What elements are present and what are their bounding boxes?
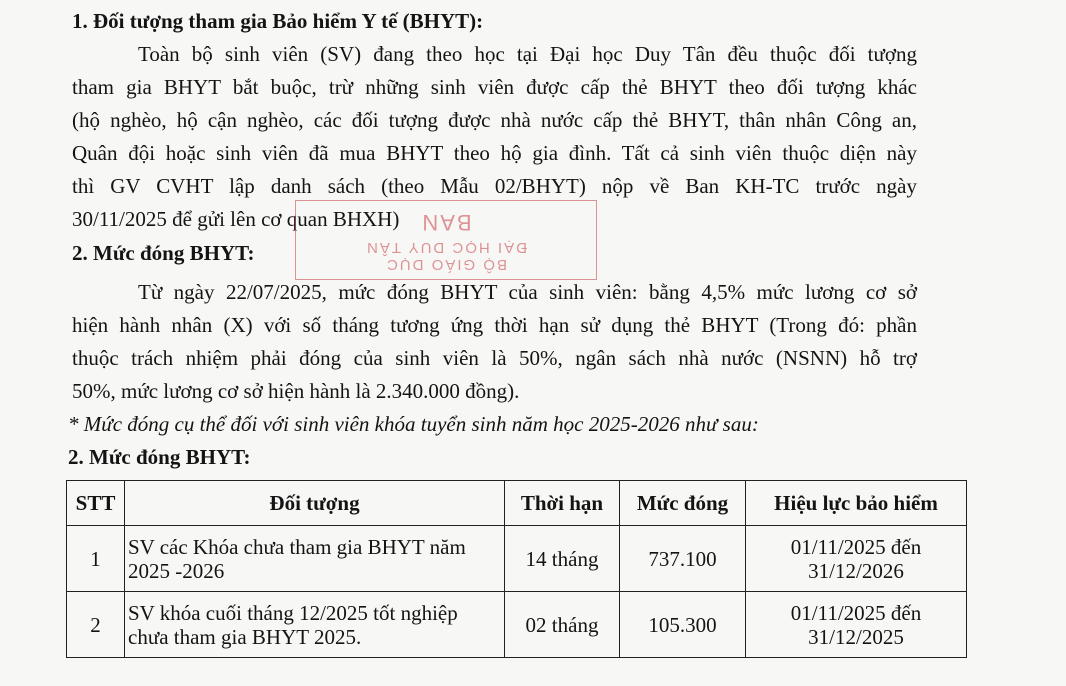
header-thoi-han: Thời hạn	[505, 481, 620, 526]
section-2-heading: 2. Mức đóng BHYT:	[72, 241, 255, 265]
table-header-row	[67, 481, 967, 526]
cell-hieu-luc-line-2: 31/12/2025	[808, 624, 904, 649]
cell-doi-tuong-line-2: 2025 -2026	[128, 558, 225, 583]
section-1-line-5: thì GV CVHT lập danh sách (theo Mẫu 02/BHYT) nộp về Ban KH-TC trước ngày	[72, 174, 917, 198]
stamp-line-3: BAN	[420, 210, 472, 235]
cell-hieu-luc	[746, 526, 967, 592]
bhyt-fee-table	[66, 480, 967, 658]
cell-stt: 1	[67, 526, 125, 592]
cell-hieu-luc-line-1: 01/11/2025 đến	[790, 534, 922, 559]
header-doi-tuong: Đối tượng	[125, 481, 505, 526]
section-2-line-4: 50%, mức lương cơ sở hiện hành là 2.340.000 đồng).	[72, 379, 520, 403]
cell-muc-dong: 737.100	[620, 526, 746, 592]
section-2-line-2: hiện hành nhân (X) với số tháng tương ứng thời hạn sử dụng thẻ BHYT (Trong đó: phần	[72, 313, 917, 337]
section-1-line-2: tham gia BHYT bắt buộc, trừ những sinh viên được cấp thẻ BHYT theo đối tượng khác	[72, 75, 917, 99]
stamp-line-2: ĐẠI HỌC DUY TÂN	[365, 239, 527, 256]
cell-doi-tuong	[125, 592, 505, 658]
section-2-heading-2: 2. Mức đóng BHYT:	[68, 445, 251, 469]
header-muc-dong: Mức đóng	[620, 481, 746, 526]
cell-thoi-han: 14 tháng	[505, 526, 620, 592]
cell-doi-tuong-line-2: chưa tham gia BHYT 2025.	[128, 624, 362, 649]
table-row	[67, 526, 967, 592]
section-1-line-4: Quân đội hoặc sinh viên đã mua BHYT theo hộ gia đình. Tất cả sinh viên thuộc diện này	[72, 141, 917, 165]
cell-hieu-luc-line-2: 31/12/2026	[808, 558, 904, 583]
section-2-line-3: thuộc trách nhiệm phải đóng của sinh viên là 50%, ngân sách nhà nước (NSNN) hỗ trợ	[72, 346, 917, 370]
section-1-line-6: 30/11/2025 để gửi lên cơ quan BHXH)	[72, 207, 400, 231]
section-1-line-3: (hộ nghèo, hộ cận nghèo, các đối tượng được nhà nước cấp thẻ BHYT, thân nhân Công an,	[72, 108, 917, 132]
cell-doi-tuong	[125, 526, 505, 592]
cell-muc-dong: 105.300	[620, 592, 746, 658]
cell-thoi-han: 02 tháng	[505, 592, 620, 658]
cell-hieu-luc	[746, 592, 967, 658]
stamp-line-1: BỘ GIÁO DỤC	[385, 256, 508, 273]
section-1-heading: 1. Đối tượng tham gia Bảo hiểm Y tế (BHYT):	[72, 9, 484, 33]
section-2-line-1: Từ ngày 22/07/2025, mức đóng BHYT của sinh viên: bằng 4,5% mức lương cơ sở	[138, 280, 917, 304]
header-stt: STT	[67, 481, 125, 526]
cell-stt: 2	[67, 592, 125, 658]
cell-doi-tuong-line-1: SV các Khóa chưa tham gia BHYT năm	[128, 534, 466, 559]
section-1-line-1: Toàn bộ sinh viên (SV) đang theo học tại Đại học Duy Tân đều thuộc đối tượng	[138, 42, 917, 66]
table-row	[67, 592, 967, 658]
cell-hieu-luc-line-1: 01/11/2025 đến	[790, 600, 922, 625]
section-2-note: * Mức đóng cụ thể đối với sinh viên khóa tuyển sinh năm học 2025-2026 như sau:	[68, 412, 759, 436]
header-hieu-luc: Hiệu lực bảo hiểm	[746, 481, 967, 526]
cell-doi-tuong-line-1: SV khóa cuối tháng 12/2025 tốt nghiệp	[128, 600, 458, 625]
red-stamp	[295, 200, 597, 280]
